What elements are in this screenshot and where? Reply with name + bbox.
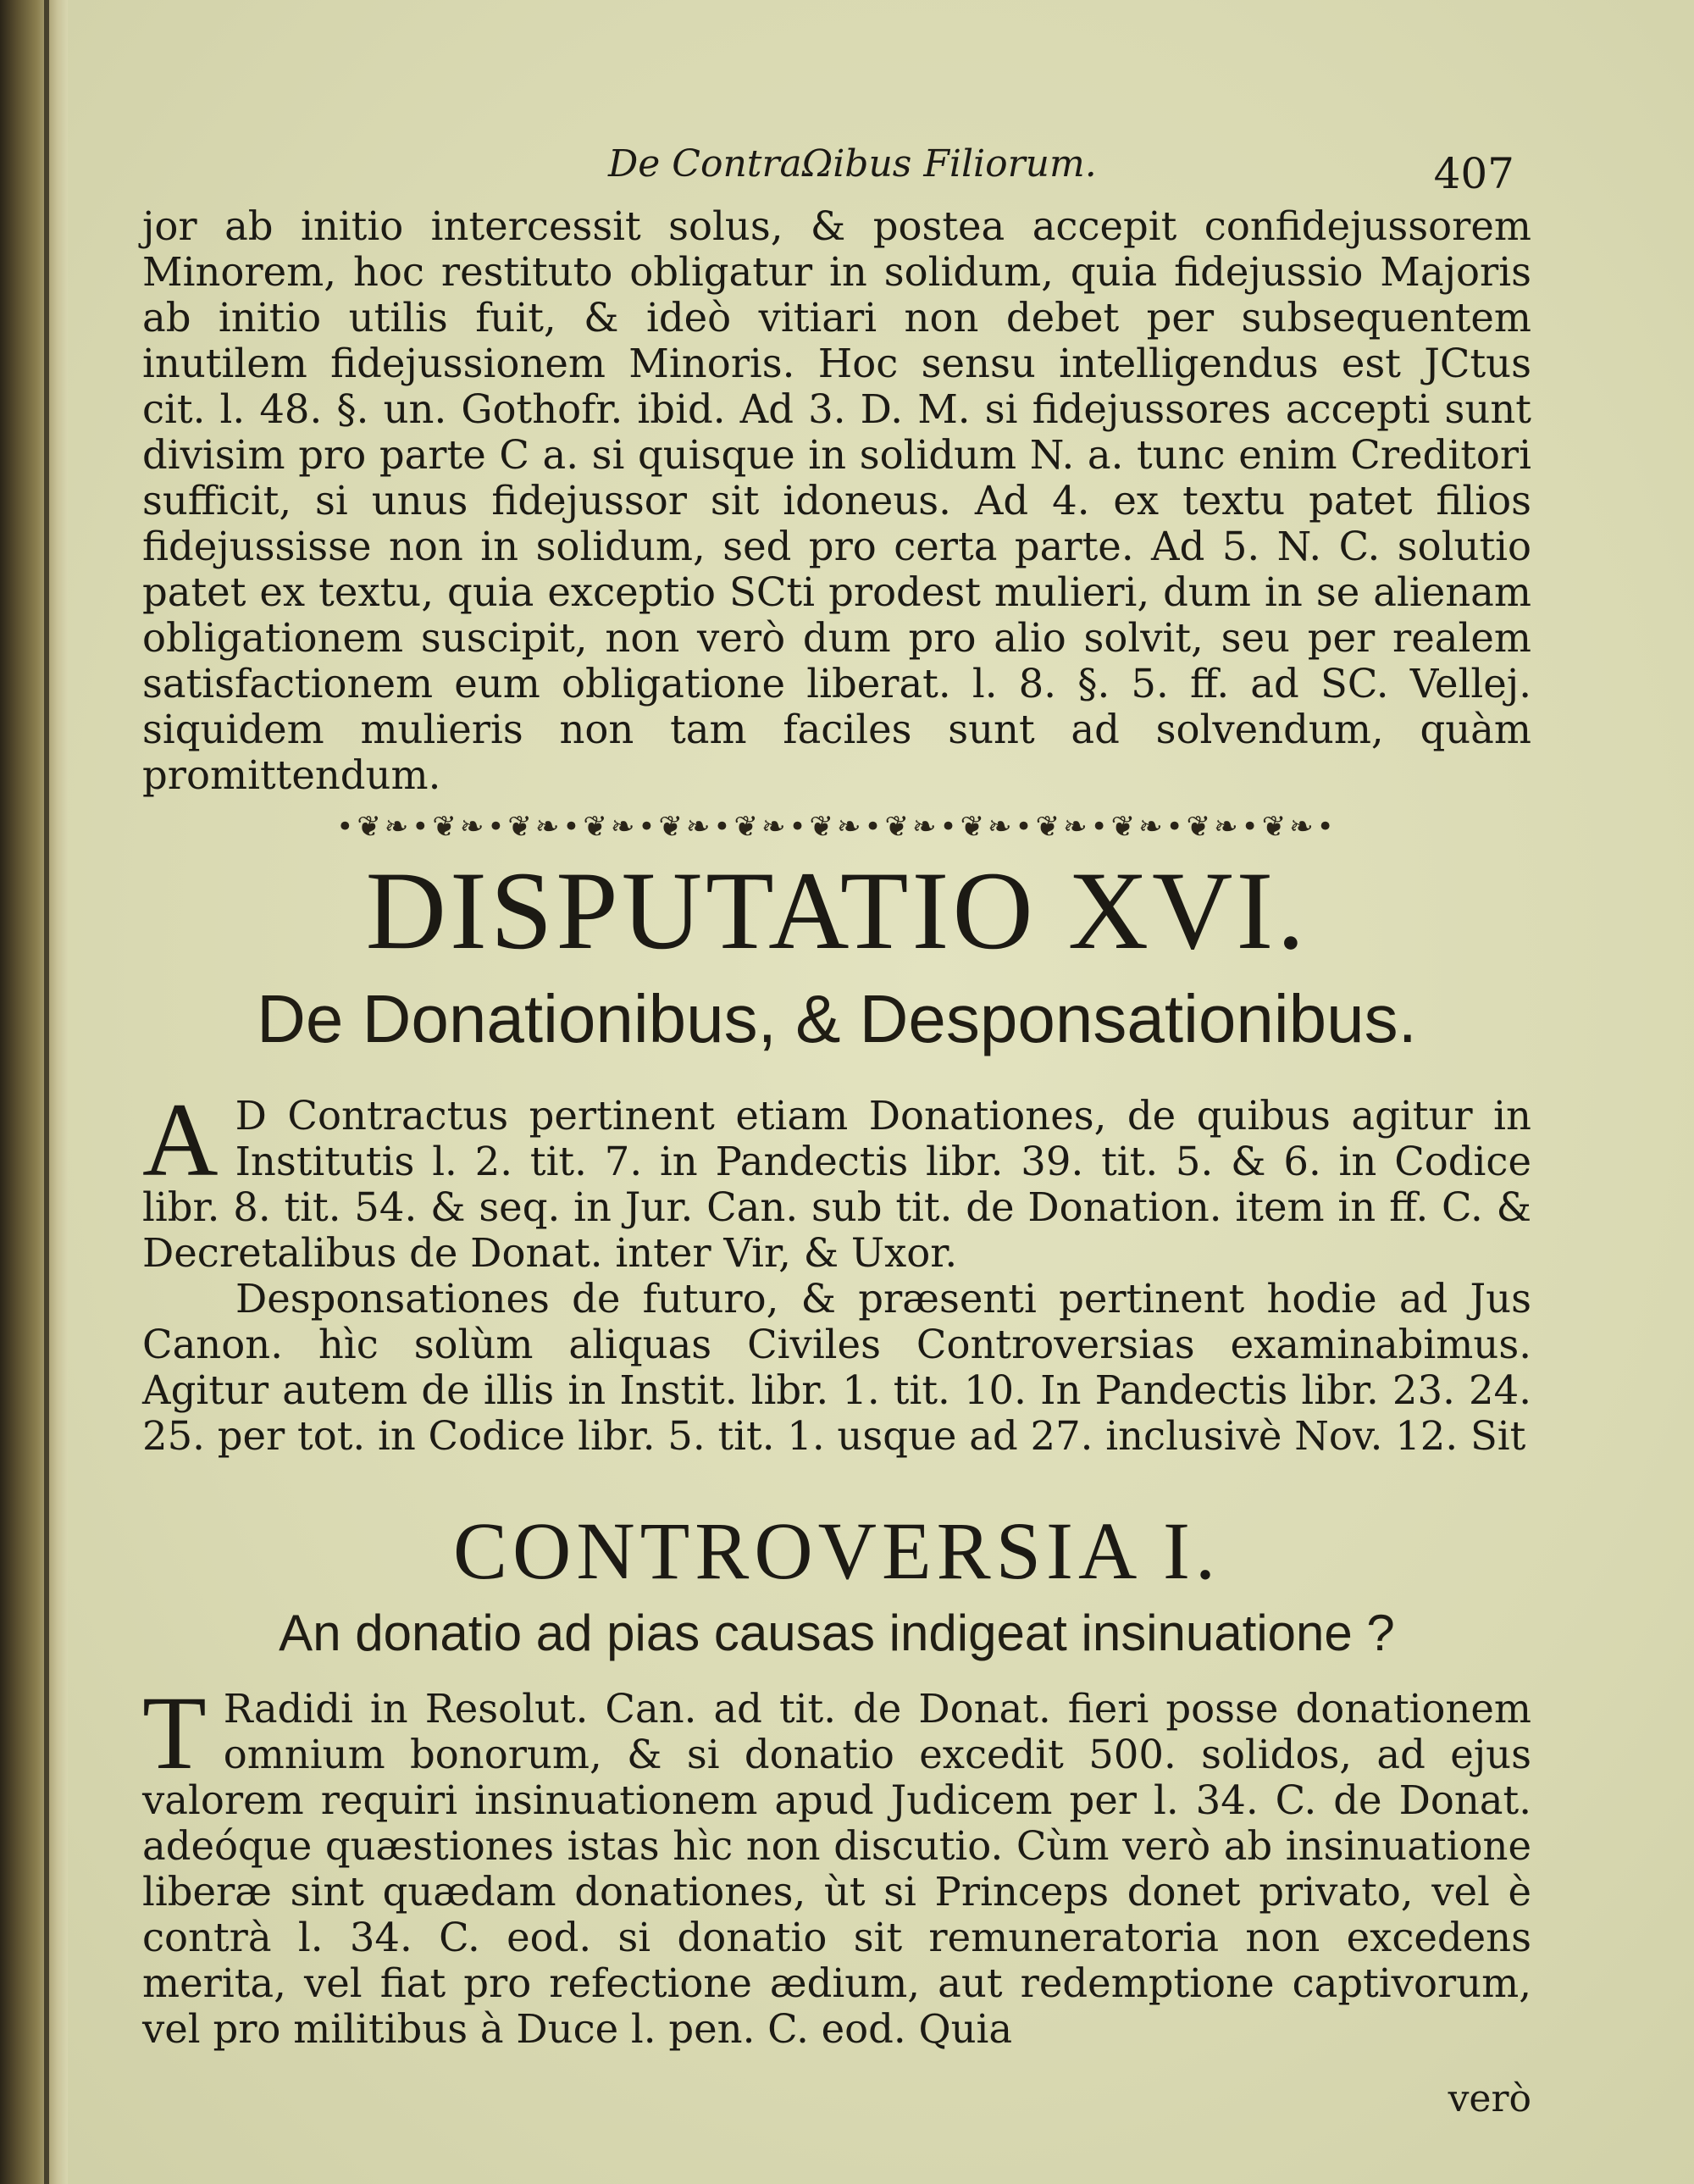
ornament-divider: •❦❧•❦❧•❦❧•❦❧•❦❧•❦❧•❦❧•❦❧•❦❧•❦❧•❦❧•❦❧•❦❧• [336, 810, 1337, 844]
drop-cap: A [142, 1082, 219, 1198]
paragraph-text: D Contractus pertinent etiam Donationes, de quibus agitur in Institutis l. 2. tit. 7. in Pandectis libr. 39. tit. 5. & 6. in Codice libr. 8. tit. 54. & seq. in Jur. Can. sub tit. de Donation. item in ff. C. & Decretalibus de Donat. inter Vir, & Uxor. [142, 1093, 1531, 1276]
disputatio-title: DISPUTATIO XVI. [365, 848, 1309, 973]
running-head: De ContraΩibus Filiorum. [608, 142, 1097, 186]
text-block-introduction [142, 1082, 1531, 1459]
page-number: 407 [1433, 149, 1514, 198]
paragraph: Desponsationes de futuro, & præsenti pertinent hodie ad Jus Canon. hìc solùm aliquas Civiles Controversias examinabimus. Agitur autem de illis in Instit. libr. 1. tit. 10. In Pandectis libr. 23. 24. 25. per tot. in Codice libr. 5. tit. 1. usque ad 27. inclusivè Nov. 12. Sit [142, 1276, 1531, 1459]
book-gutter [0, 0, 68, 2184]
gutter-shadow [44, 0, 49, 2184]
page-header [142, 136, 1531, 203]
paragraph [142, 1675, 1531, 2052]
catchword: verò [1448, 2077, 1531, 2120]
disputatio-subtitle: De Donationibus, & Desponsationibus. [257, 981, 1417, 1056]
text-block-controversia [142, 1675, 1531, 2052]
paragraph-text: Radidi in Resolut. Can. ad tit. de Donat. fieri posse donationem omnium bonorum, & si donatio excedit 500. solidos, ad ejus valorem requiri insinuationem apud Judicem per l. 34. C. de Donat. adeóque quæstiones istas hìc non discutio. Cùm verò ab insinuatione liberæ sint quædam donationes, ùt si Princeps donet privato, vel è contrà l. 34. C. eod. si donatio sit remuneratoria non excedens merita, vel fiat pro refectione ædium, aut redemptione captivorum, vel pro militibus à Duce l. pen. C. eod. Quia [142, 1686, 1531, 2052]
drop-cap: T [142, 1675, 207, 1791]
controversia-title: CONTROVERSIA I. [452, 1505, 1221, 1596]
paragraph [142, 1082, 1531, 1276]
paragraph: jor ab initio intercessit solus, & postea accepit confidejussorem Minorem, hoc restituto obligatur in solidum, quia fidejussio Majoris ab initio utilis fuit, & ideò vitiari non debet per subsequentem inutilem fidejussionem Minoris. Hoc sensu intelligendus est JCtus cit. l. 48. §. un. Gothofr. ibid. Ad 3. D. M. si fidejussores accepti sunt divisim pro parte C a. si quisque in solidum N. a. tunc enim Creditori sufficit, si unus fidejussor sit idoneus. Ad 4. ex textu patet filios fidejussisse non in solidum, sed pro certa parte. Ad 5. N. C. solutio patet ex textu, quia exceptio SCti prodest mulieri, dum in se alienam obligationem suscipit, non verò dum pro alio solvit, seu per realem satisfactionem eum obligatione liberat. l. 8. §. 5. ff. ad SC. Vellej. siquidem mulieris non tam faciles sunt ad solvendum, quàm promittendum. [142, 203, 1531, 798]
text-block-continuation [142, 203, 1531, 798]
controversia-question: An donatio ad pias causas indigeat insinuatione ? [279, 1605, 1395, 1661]
